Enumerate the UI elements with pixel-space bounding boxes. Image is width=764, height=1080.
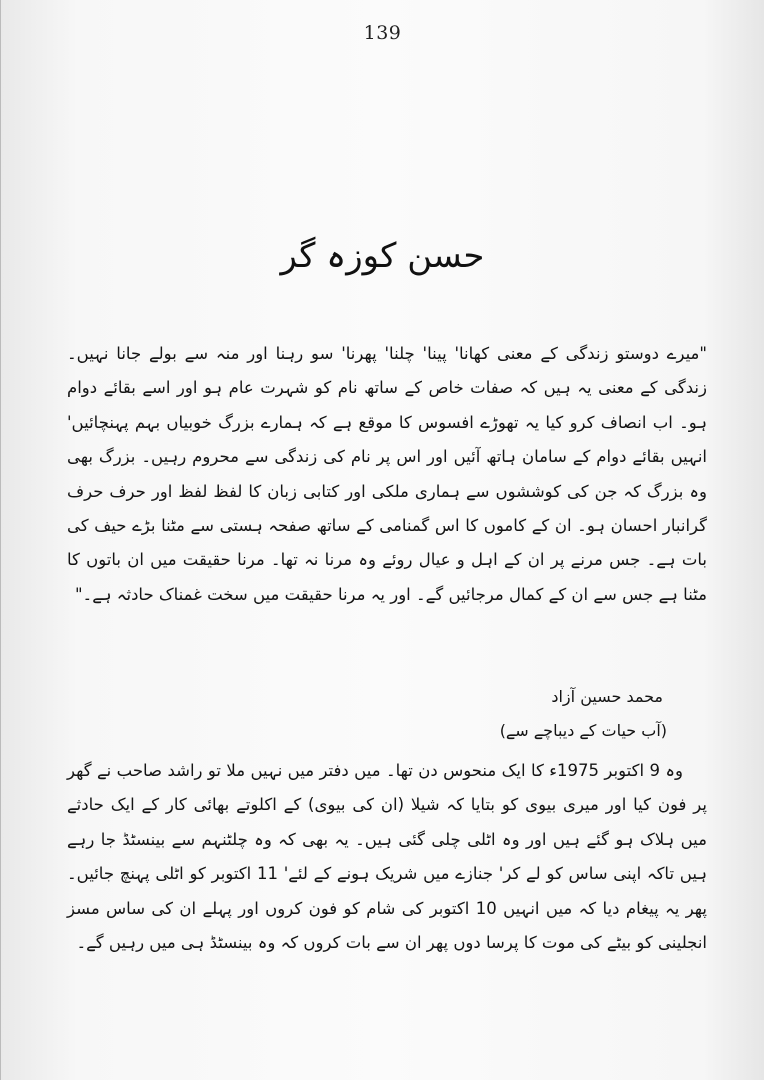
epigraph-quote: "میرے دوستو زندگی کے معنی کھانا' پینا' چلنا' پھرنا' سو رہنا اور منہ سے بولے جانا نہیں۔ زندگی کے معنی یہ ہیں کہ صفات خاص کے ساتھ نام کو شہرت عام ہو اور اسے بقائے دوام ہو۔ اب انصاف کرو کیا یہ تھوڑے افسوس کا موقع ہے کہ ہمارے بزرگ خوبیاں بہم پہنچائیں' انہیں بقائے دوام کے سامان ہاتھ آئیں اور اس پر نام کی زندگی سے محروم رہیں۔ بزرگ بھی وہ بزرگ کہ جن کی کوششوں سے ہماری ملکی اور کتابی زبان کا لفظ لفظ اور حرف حرف گرانبار احسان ہو۔ ان کے کاموں کا اس گمنامی کے ساتھ صفحہ ہستی سے مٹنا بڑے حیف کی بات ہے۔ جس مرنے پر ان کے اہل و عیال روئے وہ مرنا نہ تھا۔ مرنا حقیقت میں ان باتوں کا مٹنا ہے جس سے ان کے کمال مرجائیں گے۔ اور یہ مرنا حقیقت میں سخت غمناک حادثہ ہے۔" bbox=[67, 344, 707, 604]
epigraph-quote-block bbox=[67, 337, 707, 612]
epigraph-source: (آب حیات کے دیباچے سے) bbox=[499, 721, 667, 740]
epigraph-attribution bbox=[67, 680, 707, 748]
story-body bbox=[67, 754, 707, 960]
page-number: 139 bbox=[363, 22, 402, 44]
chapter-title: حسن کوزہ گر bbox=[280, 236, 485, 276]
epigraph-author: محمد حسین آزاد bbox=[551, 687, 663, 706]
story-paragraph: وہ 9 اکتوبر 1975ء کا ایک منحوس دن تھا۔ میں دفتر میں نہیں ملا تو راشد صاحب نے گھر پر فون کیا اور میری بیوی کو بتایا کہ شیلا (ان کی بیوی) کے اکلوتے بھائی کار کے ایک حادثے میں ہلاک ہو گئے ہیں اور وہ اٹلی چلی گئی ہیں۔ یہ بھی کہ وہ چلٹنہم سے بینسٹڈ جا رہے ہیں تاکہ اپنی ساس کو لے کر' جنازے میں شریک ہونے کے لئے' 11 اکتوبر کو اٹلی پہنچ جائیں۔ پھر یہ پیغام دیا کہ میں انہیں 10 اکتوبر کی شام کو فون کروں اور پہلے ان کی ساس مسز انجلینی کو بیٹے کی موت کا پرسا دوں پھر ان سے بات کروں کہ وہ بینسٹڈ ہی میں رہیں گے۔ bbox=[67, 761, 707, 953]
